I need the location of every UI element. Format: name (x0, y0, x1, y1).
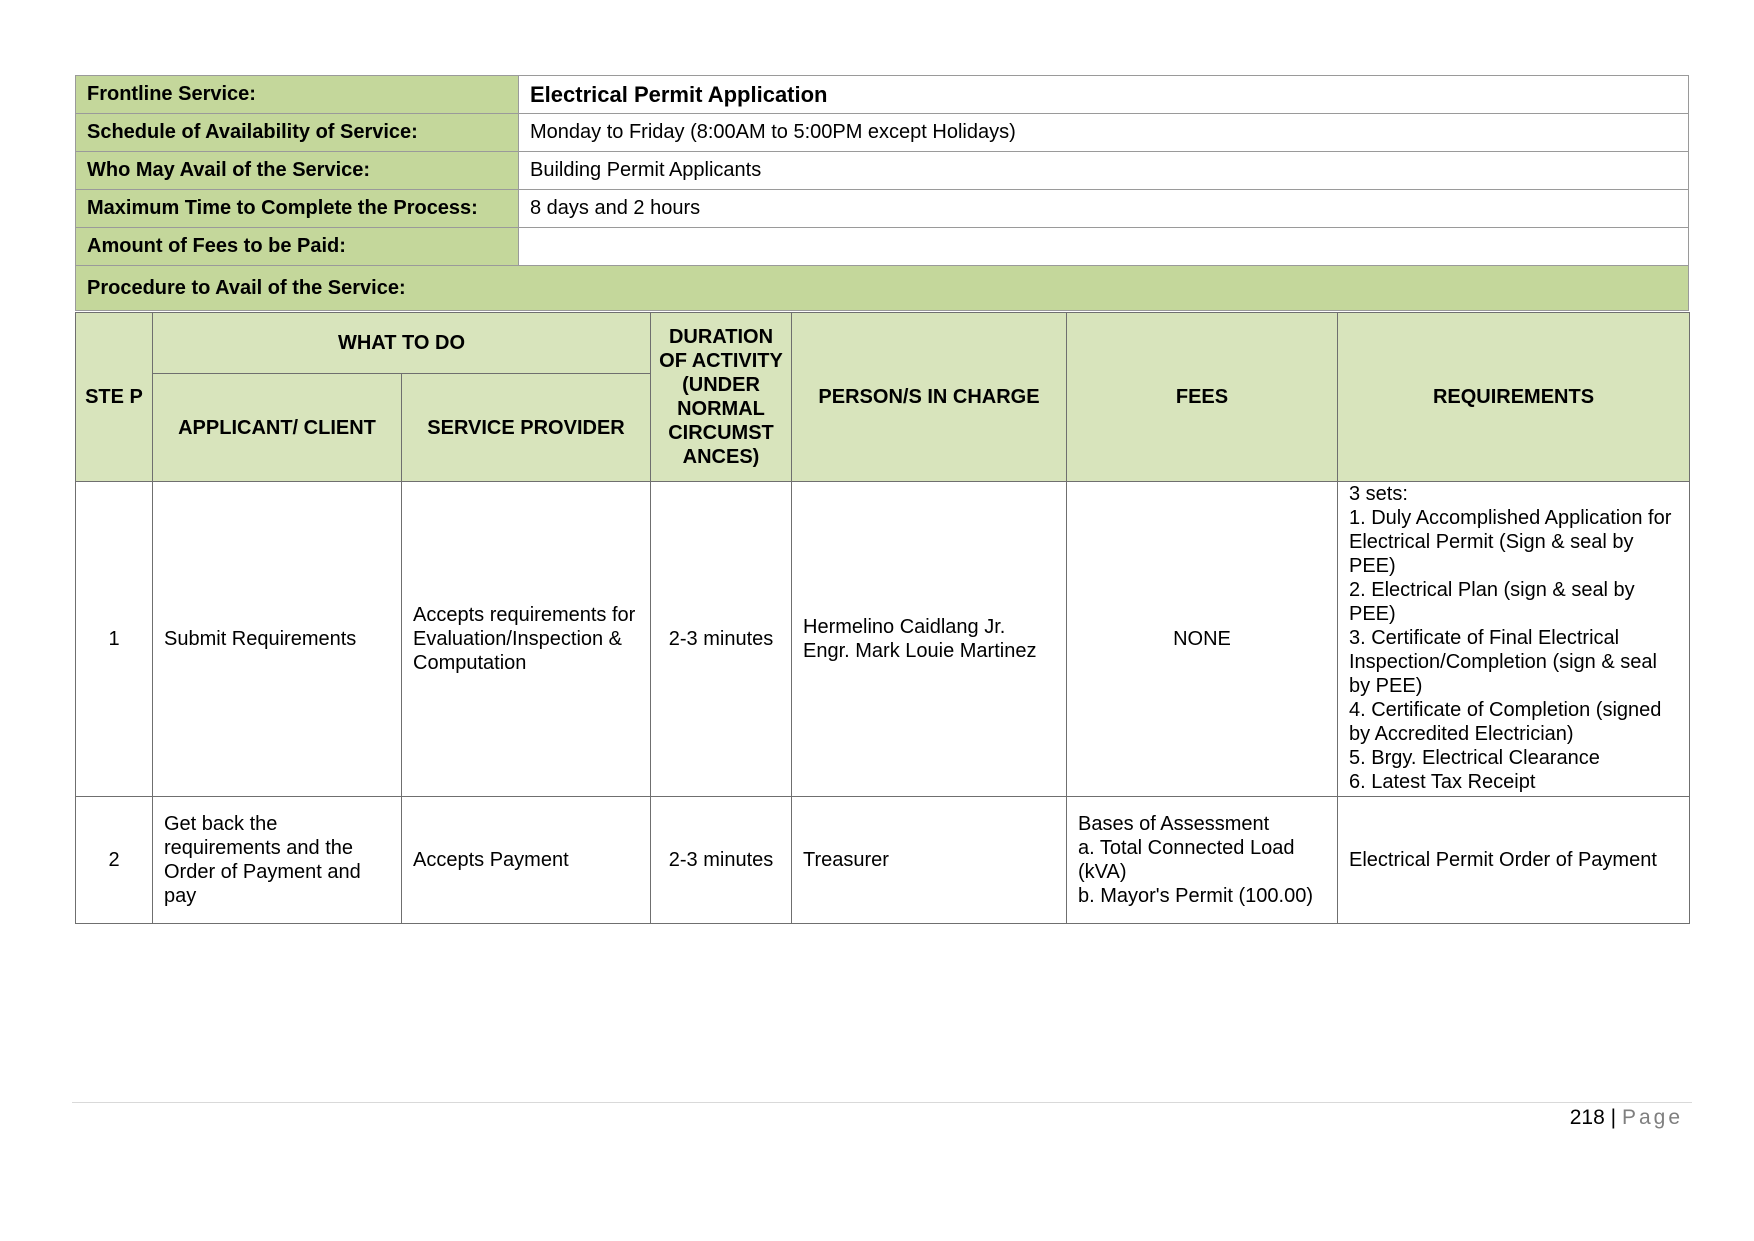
duration-value: 2-3 minutes (651, 482, 792, 797)
header-row-top (76, 313, 1690, 374)
header-applicant-client: APPLICANT/ CLIENT (153, 374, 402, 482)
fee-line: Bases of Assessment (1078, 813, 1270, 835)
max-time-label: Maximum Time to Complete the Process: (76, 190, 519, 228)
person-in-charge: Treasurer (792, 797, 1067, 924)
fees-value (1067, 797, 1338, 924)
fees-amount-value (519, 228, 1689, 266)
person-in-charge (792, 482, 1067, 797)
applicant-action: Get back the requirements and the Order of Payment and pay (153, 797, 402, 924)
requirements-list: Electrical Permit Order of Payment (1338, 797, 1690, 924)
schedule-label: Schedule of Availability of Service: (76, 114, 519, 152)
fees-value: NONE (1067, 482, 1338, 797)
requirement-item: 4. Certificate of Completion (signed by Accredited Electrician) (1349, 699, 1662, 745)
footer-divider (72, 1102, 1692, 1103)
frontline-service-value: Electrical Permit Application (519, 76, 1689, 114)
who-may-avail-label: Who May Avail of the Service: (76, 152, 519, 190)
table-row (76, 482, 1690, 797)
requirement-item: 1. Duly Accomplished Application for Electrical Permit (Sign & seal by PEE) (1349, 507, 1672, 577)
duration-value: 2-3 minutes (651, 797, 792, 924)
procedure-table (75, 312, 1690, 924)
requirement-item: 3 sets: (1349, 483, 1408, 505)
header-requirements: REQUIREMENTS (1338, 313, 1690, 482)
requirement-item: 6. Latest Tax Receipt (1349, 771, 1536, 793)
header-fees: FEES (1067, 313, 1338, 482)
fee-line: a. Total Connected Load (kVA) (1078, 837, 1295, 883)
frontline-service-label: Frontline Service: (76, 76, 519, 114)
requirement-item: 2. Electrical Plan (sign & seal by PEE) (1349, 579, 1635, 625)
max-time-value: 8 days and 2 hours (519, 190, 1689, 228)
header-person-in-charge: PERSON/S IN CHARGE (792, 313, 1067, 482)
provider-action: Accepts requirements for Evaluation/Inspection & Computation (402, 482, 651, 797)
header-service-provider: SERVICE PROVIDER (402, 374, 651, 482)
info-row-procedure (76, 266, 1689, 311)
header-step: STE P (76, 313, 153, 482)
page-number: 218 (1569, 1106, 1605, 1129)
service-info-table (75, 75, 1689, 311)
who-may-avail-value: Building Permit Applicants (519, 152, 1689, 190)
table-row (76, 797, 1690, 924)
person-name: Hermelino Caidlang Jr. (803, 616, 1006, 638)
provider-action: Accepts Payment (402, 797, 651, 924)
fee-line: b. Mayor's Permit (100.00) (1078, 885, 1314, 907)
page-word: Page (1621, 1106, 1683, 1129)
step-number: 1 (76, 482, 153, 797)
header-duration: DURATION OF ACTIVITY (UNDER NORMAL CIRCUMST ANCES) (651, 313, 792, 482)
requirement-item: 5. Brgy. Electrical Clearance (1349, 747, 1600, 769)
applicant-action: Submit Requirements (153, 482, 402, 797)
step-number: 2 (76, 797, 153, 924)
info-row-fees (76, 228, 1689, 266)
info-row-max-time (76, 190, 1689, 228)
requirement-item: 3. Certificate of Final Electrical Inspection/Completion (sign & seal by PEE) (1349, 627, 1657, 697)
info-row-who (76, 152, 1689, 190)
fees-amount-label: Amount of Fees to be Paid: (76, 228, 519, 266)
info-row-schedule (76, 114, 1689, 152)
header-what-to-do: WHAT TO DO (153, 313, 651, 374)
page-number-footer (1570, 1106, 1683, 1130)
requirements-list (1338, 482, 1690, 797)
page-separator: | (1610, 1106, 1617, 1129)
person-name: Engr. Mark Louie Martinez (803, 640, 1037, 662)
info-row-frontline (76, 76, 1689, 114)
schedule-value: Monday to Friday (8:00AM to 5:00PM except Holidays) (519, 114, 1689, 152)
procedure-label: Procedure to Avail of the Service: (76, 266, 1689, 311)
